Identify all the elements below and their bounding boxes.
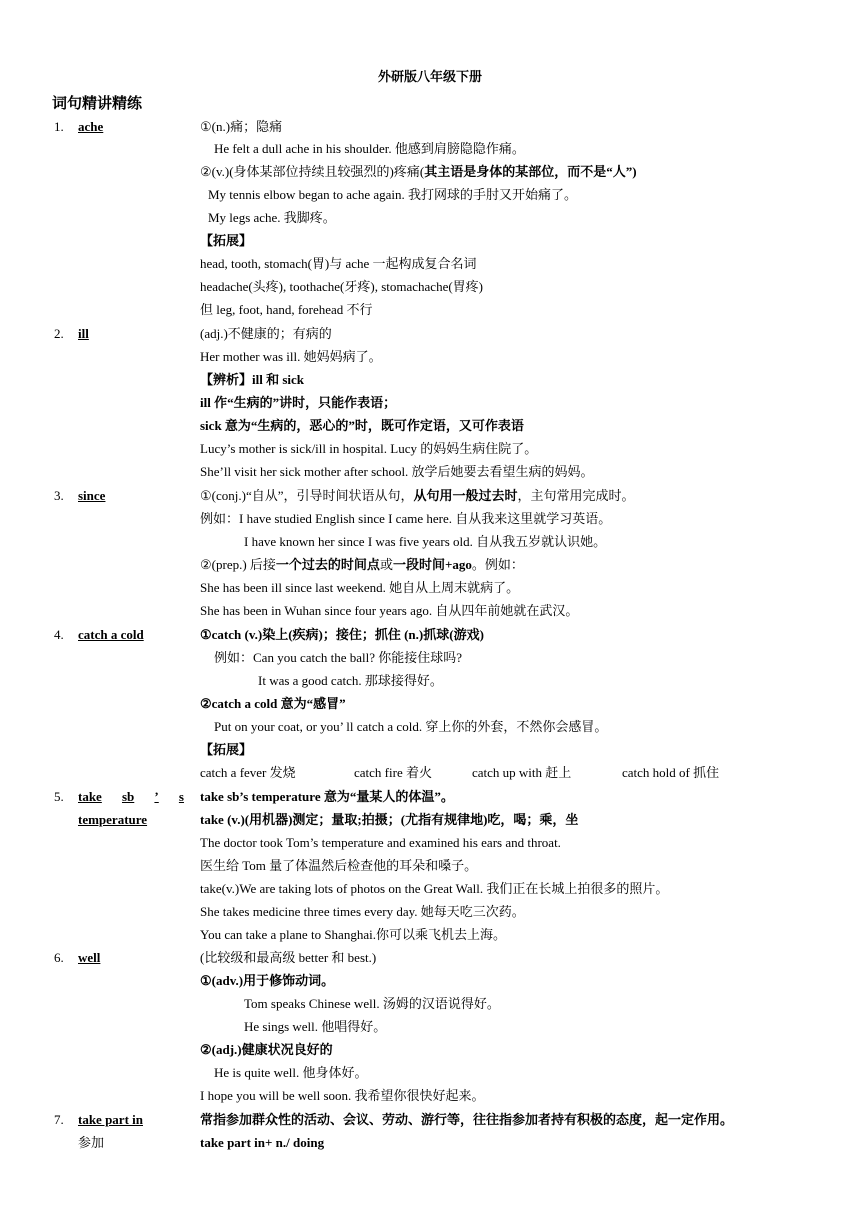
example-line: You can take a plane to Shanghai.你可以乘飞机去上海。 — [200, 927, 506, 942]
definition-line: ①catch (v.)染上(疾病)；接住；抓住 (n.)抓球(游戏) — [200, 627, 484, 642]
entry-term: since — [78, 488, 106, 503]
note-line: 但 leg, foot, hand, forehead 不行 — [200, 302, 373, 317]
definition-line: ②(prep.) 后接一个过去的时间点或一段时间+ago。例如： — [200, 557, 524, 572]
example-line: Put on your coat, or you’ ll catch a cold. 穿上你的外套，不然你会感冒。 — [214, 719, 608, 734]
definition-line: ①(n.)痛；隐痛 — [200, 119, 283, 134]
example-line: He felt a dull ache in his shoulder. 他感到肩膀隐隐作痛。 — [214, 141, 525, 156]
entry-term: ill — [78, 326, 89, 341]
definition-line: (adj.)不健康的；有病的 — [200, 326, 332, 341]
entry-number: 6. — [54, 950, 64, 965]
entry-term-meaning: 参加 — [78, 1135, 105, 1150]
definition-line: take sb’s temperature 意为“量某人的体温”。 — [200, 789, 454, 804]
note-line: sick 意为“生病的，恶心的”时，既可作定语，又可作表语 — [200, 418, 524, 433]
example-line: She’ll visit her sick mother after school. 放学后她要去看望生病的妈妈。 — [200, 464, 594, 479]
example-line: Tom speaks Chinese well. 汤姆的汉语说得好。 — [244, 996, 500, 1011]
page-title: 外研版八年级下册 — [377, 70, 482, 85]
entry-number: 5. — [54, 789, 64, 804]
example-line: The doctor took Tom’s temperature and examined his ears and throat. — [200, 835, 561, 850]
example-line: She has been ill since last weekend. 她自从上周末就病了。 — [200, 580, 520, 595]
entry-term: ache — [78, 119, 104, 134]
section-heading: 词句精讲精练 — [52, 94, 143, 112]
definition-line: ②catch a cold 意为“感冒” — [200, 696, 346, 711]
example-line: 例如：I have studied English since I came here. 自从我来这里就学习英语。 — [200, 511, 612, 526]
example-line: Her mother was ill. 她妈妈病了。 — [200, 349, 382, 364]
entry-term: catch a cold — [78, 627, 144, 642]
example-line: 例如：Can you catch the ball? 你能接住球吗? — [214, 650, 463, 665]
example-line: He is quite well. 他身体好。 — [214, 1065, 368, 1080]
example-line: My tennis elbow began to ache again. 我打网球的手肘又开始痛了。 — [208, 187, 577, 202]
definition-line: 常指参加群众性的活动、会议、劳动、游行等，往往指参加者持有积极的态度，起一定作用。 — [200, 1112, 734, 1127]
note-line: headache(头疼), toothache(牙疼), stomachache(胃疼) — [200, 279, 483, 294]
definition-line: ②(v.)(身体某部位持续且较强烈的)疼痛(其主语是身体的某部位，而不是“人”) — [200, 164, 637, 179]
definition-line: ①(conj.)“自从”，引导时间状语从句，从句用一般过去时，主句常用完成时。 — [200, 488, 635, 503]
example-line: take(v.)We are taking lots of photos on the Great Wall. 我们正在长城上拍很多的照片。 — [200, 881, 669, 896]
note-line: ill 作“生病的”讲时，只能作表语； — [200, 395, 397, 410]
extension-heading: 【拓展】 — [200, 742, 253, 757]
example-line: He sings well. 他唱得好。 — [244, 1019, 387, 1034]
example-line: She takes medicine three times every day. 她每天吃三次药。 — [200, 904, 525, 919]
entry-number: 7. — [54, 1112, 64, 1127]
example-line: I have known her since I was five years old. 自从我五岁就认识她。 — [244, 534, 607, 549]
entry-term: well — [78, 950, 101, 965]
example-line: She has been in Wuhan since four years ago. 自从四年前她就在武汉。 — [200, 603, 579, 618]
phrase-item: catch fire 着火 — [354, 765, 432, 780]
extension-heading: 【拓展】 — [200, 233, 253, 248]
definition-line: take (v.)(用机器)测定；量取;拍摄；(尤指有规律地)吃，喝；乘，坐 — [200, 812, 579, 827]
example-line: My legs ache. 我脚疼。 — [208, 210, 336, 225]
definition-line: (比较级和最高级 better 和 best.) — [200, 950, 377, 965]
phrase-item: catch a fever 发烧 — [200, 765, 296, 780]
definition-line: ①(adv.)用于修饰动词。 — [200, 973, 335, 988]
entry-number: 4. — [54, 627, 64, 642]
entry-term: take sb ’ s — [78, 789, 184, 804]
entry-number: 1. — [54, 119, 64, 134]
entry-term-continued: temperature — [78, 812, 148, 827]
example-line: 医生给 Tom 量了体温然后检查他的耳朵和嗓子。 — [200, 858, 478, 873]
definition-line: take part in+ n./ doing — [200, 1135, 325, 1150]
entry-term: take part in — [78, 1112, 143, 1127]
example-line: It was a good catch. 那球接得好。 — [258, 673, 443, 688]
example-line: I hope you will be well soon. 我希望你很快好起来。 — [200, 1088, 485, 1103]
phrase-item: catch hold of 抓住 — [622, 765, 720, 780]
entry-number: 3. — [54, 488, 64, 503]
analysis-heading: 【辨析】ill 和 sick — [200, 372, 305, 387]
example-line: Lucy’s mother is sick/ill in hospital. Lucy 的妈妈生病住院了。 — [200, 441, 538, 456]
note-line: head, tooth, stomach(胃)与 ache 一起构成复合名词 — [200, 256, 477, 271]
definition-line: ②(adj.)健康状况良好的 — [200, 1042, 333, 1057]
entry-number: 2. — [54, 326, 64, 341]
phrase-item: catch up with 赶上 — [472, 765, 572, 780]
